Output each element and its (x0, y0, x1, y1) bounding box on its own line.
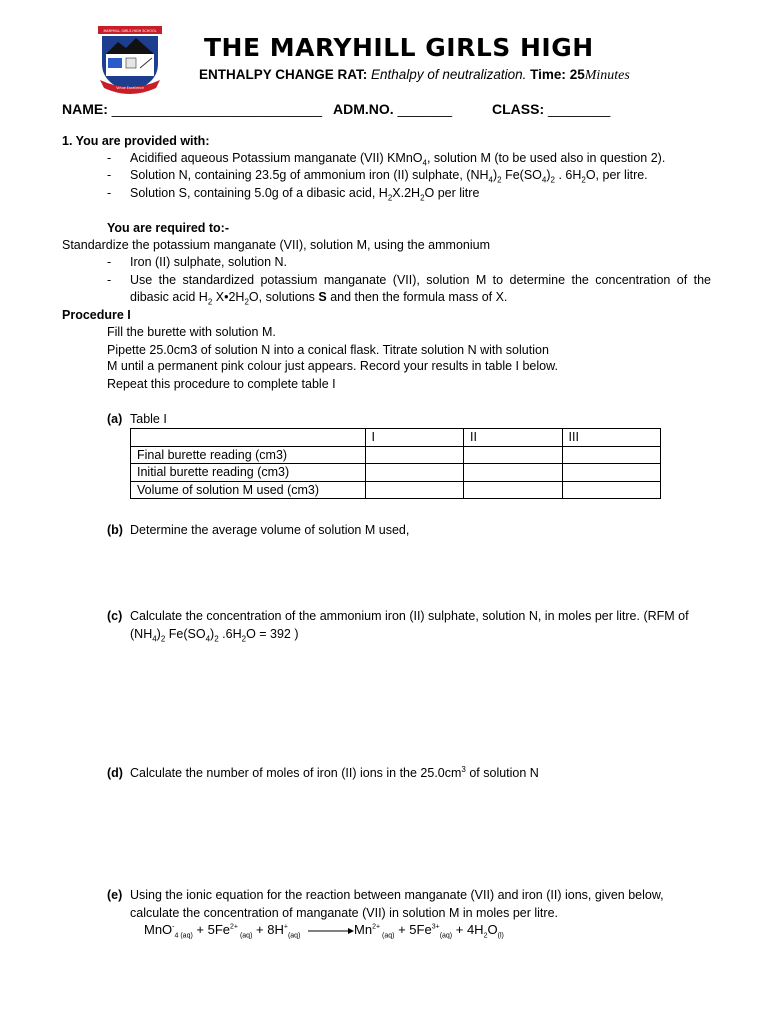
table-header-row (131, 429, 661, 447)
procedure-line-3: M until a permanent pink colour just appears. Record your results in table I below. (107, 359, 558, 373)
req-item-1-dash: - (107, 255, 112, 269)
table-cell[interactable] (464, 464, 562, 482)
part-b-label: (b) (107, 523, 123, 537)
req-item-2-dash: - (107, 273, 112, 287)
table-row (131, 464, 661, 482)
part-b-text: Determine the average volume of solution M used, (130, 523, 410, 537)
q1-item-2-text: Solution N, containing 23.5g of ammonium iron (II) sulphate, $(NH_4)_2$ $Fe(SO_4)_2$ . $6H_2O$, per litre. (130, 168, 648, 185)
table-cell[interactable] (365, 481, 463, 499)
part-e-label: (e) (107, 888, 123, 902)
table-cell[interactable] (562, 481, 661, 499)
q1-item-2-dash: - (107, 168, 112, 182)
row-label: Volume of solution M used (cm3) (131, 481, 366, 499)
class-field[interactable] (492, 101, 610, 117)
adm-blank[interactable]: _______ (397, 101, 453, 117)
procedure-line-4: Repeat this procedure to complete table I (107, 377, 336, 391)
table-cell[interactable] (562, 464, 661, 482)
standardize-text: Standardize the potassium manganate (VII), solution M, using the ammonium (62, 238, 490, 252)
adm-field[interactable] (333, 101, 452, 117)
q1-item-1-dash: - (107, 151, 112, 165)
logo-motto-text: Virtue Excellence (116, 86, 144, 90)
time-value: 25 (569, 67, 585, 82)
part-c-label: (c) (107, 609, 123, 623)
req-item-2-text: Use the standardized potassium manganate (VII), solution M to determine the concentration of the (130, 273, 711, 287)
table-cell[interactable] (562, 446, 661, 464)
row-label: Initial burette reading (cm3) (131, 464, 366, 482)
table-row (131, 446, 661, 464)
logo-banner-text: MARYHILL GIRLS HIGH SCHOOL (103, 29, 157, 33)
topic-label: ENTHALPY CHANGE RAT: (199, 67, 368, 82)
part-d-label: (d) (107, 766, 123, 780)
table-header-cell: III (562, 429, 661, 447)
time-label: Time: (530, 67, 566, 82)
reaction-arrow-icon (304, 923, 354, 938)
class-blank[interactable]: ________ (548, 101, 611, 117)
table-header-cell: I (365, 429, 463, 447)
procedure-line-2: Pipette 25.0cm3 of solution N into a conical flask. Titrate solution N with solution (107, 343, 549, 357)
part-a-text: Table I (130, 412, 167, 426)
table-cell[interactable] (464, 446, 562, 464)
topic-description: Enthalpy of neutralization. (371, 67, 527, 82)
school-name: THE MARYHILL GIRLS HIGH (204, 33, 594, 62)
procedure-heading: Procedure I (62, 308, 131, 322)
q1-item-3-text: Solution S, containing 5.0g of a dibasic acid, $H_2X.2H_2O$ per litre (130, 186, 480, 203)
req-item-2-cont: dibasic acid $H_2$ $X•2H_2O$, solutions S and then the formula mass of X. (130, 290, 508, 307)
name-field[interactable] (62, 101, 322, 117)
req-item-1-text: Iron (II) sulphate, solution N. (130, 255, 288, 269)
q1-item-3-dash: - (107, 186, 112, 200)
school-logo (96, 24, 164, 96)
class-label: CLASS: (492, 101, 545, 117)
row-label: Final burette reading (cm3) (131, 446, 366, 464)
part-c-line-1: Calculate the concentration of the ammonium iron (II) sulphate, solution N, in moles per litre. (RFM of (130, 609, 689, 623)
procedure-line-1: Fill the burette with solution M. (107, 325, 276, 339)
time-unit: Minutes (584, 68, 630, 83)
ionic-equation: $MnO^-_{4 (aq)} + 5Fe^{2+}$ $_{(aq)} + 8H^+_{(aq)}$ $Mn^{2+}$ $_{(aq)} + 5Fe^{3+}_{(aq)} + 4H_2O_{(l)}$ (144, 922, 504, 940)
q1-item-1-text: Acidified aqueous Potassium manganate (VII) KMnO$_4$, solution M (to be used also in question 2). (130, 151, 666, 168)
part-e-line-1: Using the ionic equation for the reaction between manganate (VII) and iron (II) ions, given below, (130, 888, 664, 902)
part-e-line-2: calculate the concentration of manganate (VII) in solution M in moles per litre. (130, 906, 558, 920)
name-blank[interactable]: ___________________________ (111, 101, 323, 117)
table-cell[interactable] (365, 446, 463, 464)
required-heading: You are required to:- (107, 221, 230, 235)
table-header-cell (131, 429, 366, 447)
table-cell[interactable] (464, 481, 562, 499)
results-table (130, 428, 661, 499)
name-label: NAME: (62, 101, 108, 117)
table-header-cell: II (464, 429, 562, 447)
q1-intro: 1. You are provided with: (62, 134, 210, 148)
table-row (131, 481, 661, 499)
part-c-line-2: $(NH_4)_2$ $Fe(SO_4)_2$ $.6H_2O = 392$ ) (130, 627, 299, 644)
adm-label: ADM.NO. (333, 101, 394, 117)
part-d-text: Calculate the number of moles of iron (II) ions in the $25.0cm^3$ of solution N (130, 764, 539, 780)
table-cell[interactable] (365, 464, 463, 482)
exam-subtitle (199, 67, 630, 84)
part-a-label: (a) (107, 412, 123, 426)
